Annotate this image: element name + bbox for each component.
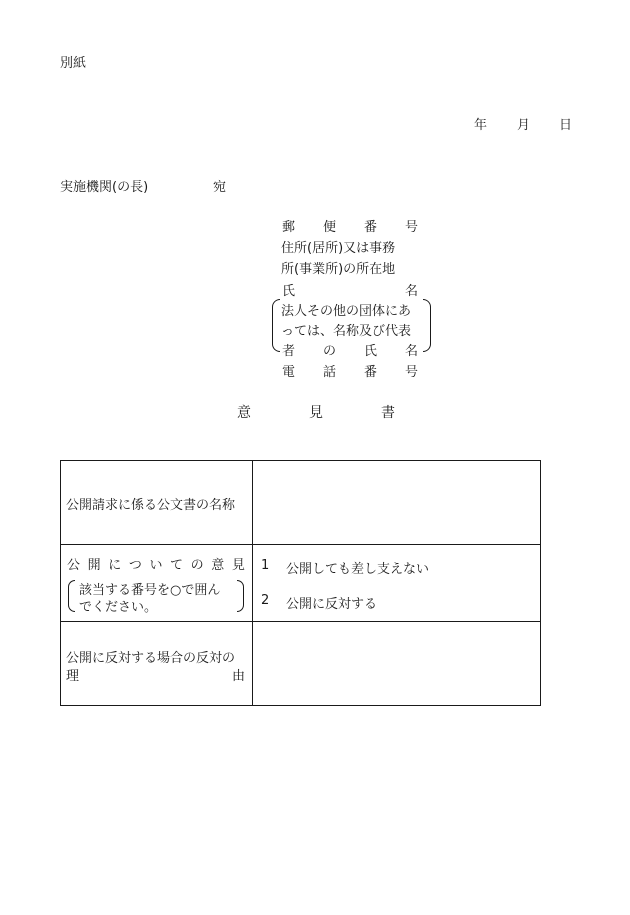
date-year-label: 年 (474, 118, 488, 133)
char: 公 (67, 558, 81, 573)
option2-number[interactable]: 2 (261, 593, 270, 608)
sender-note-line3 (282, 340, 418, 359)
document-title (237, 402, 395, 422)
char: 電 (282, 365, 296, 380)
row2-options-cell (253, 545, 541, 622)
char: 便 (322, 220, 336, 235)
table-row (61, 622, 541, 706)
sender-note-line1: 法人その他の団体にあ (281, 304, 412, 319)
row3-value-cell[interactable] (253, 622, 541, 706)
char: つ (128, 558, 142, 573)
row2-note-line2: でください。 (79, 600, 158, 615)
char: 郵 (282, 220, 296, 235)
opinion-table (60, 460, 541, 706)
char: い (149, 558, 163, 573)
char: 意 (237, 405, 251, 421)
date-month-label: 月 (517, 118, 531, 133)
addressee: 実施機関(の長) (60, 180, 149, 195)
char: 開 (87, 558, 101, 573)
char: 番 (363, 365, 377, 380)
sender-name-label (282, 280, 418, 299)
row3-label-cell (61, 622, 253, 706)
row1-label: 公開請求に係る公文書の名称 (66, 498, 236, 513)
row1-label-cell (61, 461, 253, 545)
char: 号 (404, 220, 418, 235)
option1-text[interactable]: 公開しても差し支えない (286, 562, 430, 577)
attachment-label: 別紙 (60, 56, 87, 71)
char: 氏 (282, 284, 296, 299)
sender-address-line2: 所(事業所)の所在地 (281, 262, 396, 277)
char: 氏 (363, 344, 377, 359)
addressee-suffix: 宛 (213, 180, 227, 195)
option2-text[interactable]: 公開に反対する (286, 597, 378, 612)
char: 名 (404, 284, 418, 299)
table-row (61, 545, 541, 622)
sender-note-line2: っては、名称及び代表 (281, 324, 412, 339)
table-row (61, 461, 541, 545)
char: 書 (381, 405, 395, 421)
char: に (108, 558, 122, 573)
char: 号 (404, 365, 418, 380)
char: 見 (231, 558, 245, 573)
char: 意 (211, 558, 225, 573)
row2-label (67, 554, 245, 573)
right-bracket (237, 580, 244, 612)
char: 話 (322, 365, 336, 380)
char: 見 (309, 405, 323, 421)
left-bracket (68, 580, 75, 612)
right-bracket (423, 299, 431, 352)
sender-address-line1: 住所(居所)又は事務 (281, 241, 396, 256)
char: の (322, 344, 336, 359)
option1-number[interactable]: 1 (261, 558, 270, 573)
char: 者 (282, 344, 296, 359)
row3-label-line2 (66, 665, 245, 684)
char: 名 (404, 344, 418, 359)
row2-note-line1: 該当する番号を○で囲ん (79, 583, 221, 598)
char: の (190, 558, 204, 573)
char: て (170, 558, 184, 573)
left-bracket (272, 299, 280, 352)
sender-phone-label (282, 361, 418, 380)
row1-value-cell[interactable] (253, 461, 541, 545)
sender-postal-code-label (282, 216, 418, 235)
row2-label-cell (61, 545, 253, 622)
date-day-label: 日 (559, 118, 573, 133)
char: 理 (66, 669, 80, 684)
char: 番 (363, 220, 377, 235)
char: 由 (231, 669, 245, 684)
row3-label-line1: 公開に反対する場合の反対の (66, 651, 236, 666)
